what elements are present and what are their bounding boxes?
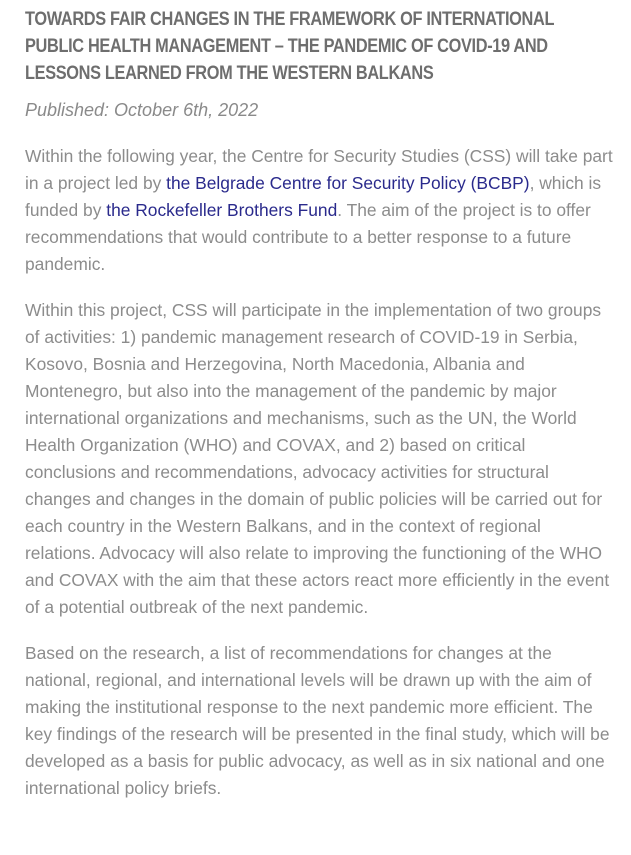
paragraph-1-text-end: . The aim of the project is to offer recommendations that would contribute to a better response to a future pandemic. xyxy=(25,200,591,274)
rockefeller-fund-link[interactable]: the Rockefeller Brothers Fund xyxy=(106,200,338,220)
paragraph-1-text-start: Within the following year, the Centre for Security Studies (CSS) will take part in a project led by xyxy=(25,146,613,193)
article xyxy=(25,6,613,802)
published-date: Published: October 6th, 2022 xyxy=(25,100,259,120)
paragraph-1-text-middle: , which is funded by xyxy=(25,173,602,220)
paragraph-1 xyxy=(25,143,613,278)
paragraph-2: Within this project, CSS will participate in the implementation of two groups of activities: 1) pandemic management research of COVID-19 in Serbia, Kosovo, Bosnia and Herzegovina, North Macedonia, Albania and Montenegro, but also into the management of the pandemic by major international organizations and mechanisms, such as the UN, the World Health Organization (WHO) and COVAX, and 2) based on critical conclusions and recommendations, advocacy activities for structural changes and changes in the domain of public policies will be carried out for each country in the Western Balkans, and in the context of regional relations. Advocacy will also relate to improving the functioning of the WHO and COVAX with the aim that these actors react more efficiently in the event of a potential outbreak of the next pandemic. xyxy=(25,300,610,617)
bcbp-link[interactable]: the Belgrade Centre for Security Policy (BCBP) xyxy=(166,173,530,193)
article-title: TOWARDS FAIR CHANGES IN THE FRAMEWORK OF INTERNATIONAL PUBLIC HEALTH MANAGEMENT – THE PANDEMIC OF COVID-19 AND LESSONS LEARNED FROM THE WESTERN BALKANS xyxy=(25,9,554,84)
paragraph-3: Based on the research, a list of recommendations for changes at the national, regional, and international levels will be drawn up with the aim of making the institutional response to the next pandemic more efficient. The key findings of the research will be presented in the final study, which will be developed as a basis for public advocacy, as well as in six national and one international policy briefs. xyxy=(25,643,610,798)
